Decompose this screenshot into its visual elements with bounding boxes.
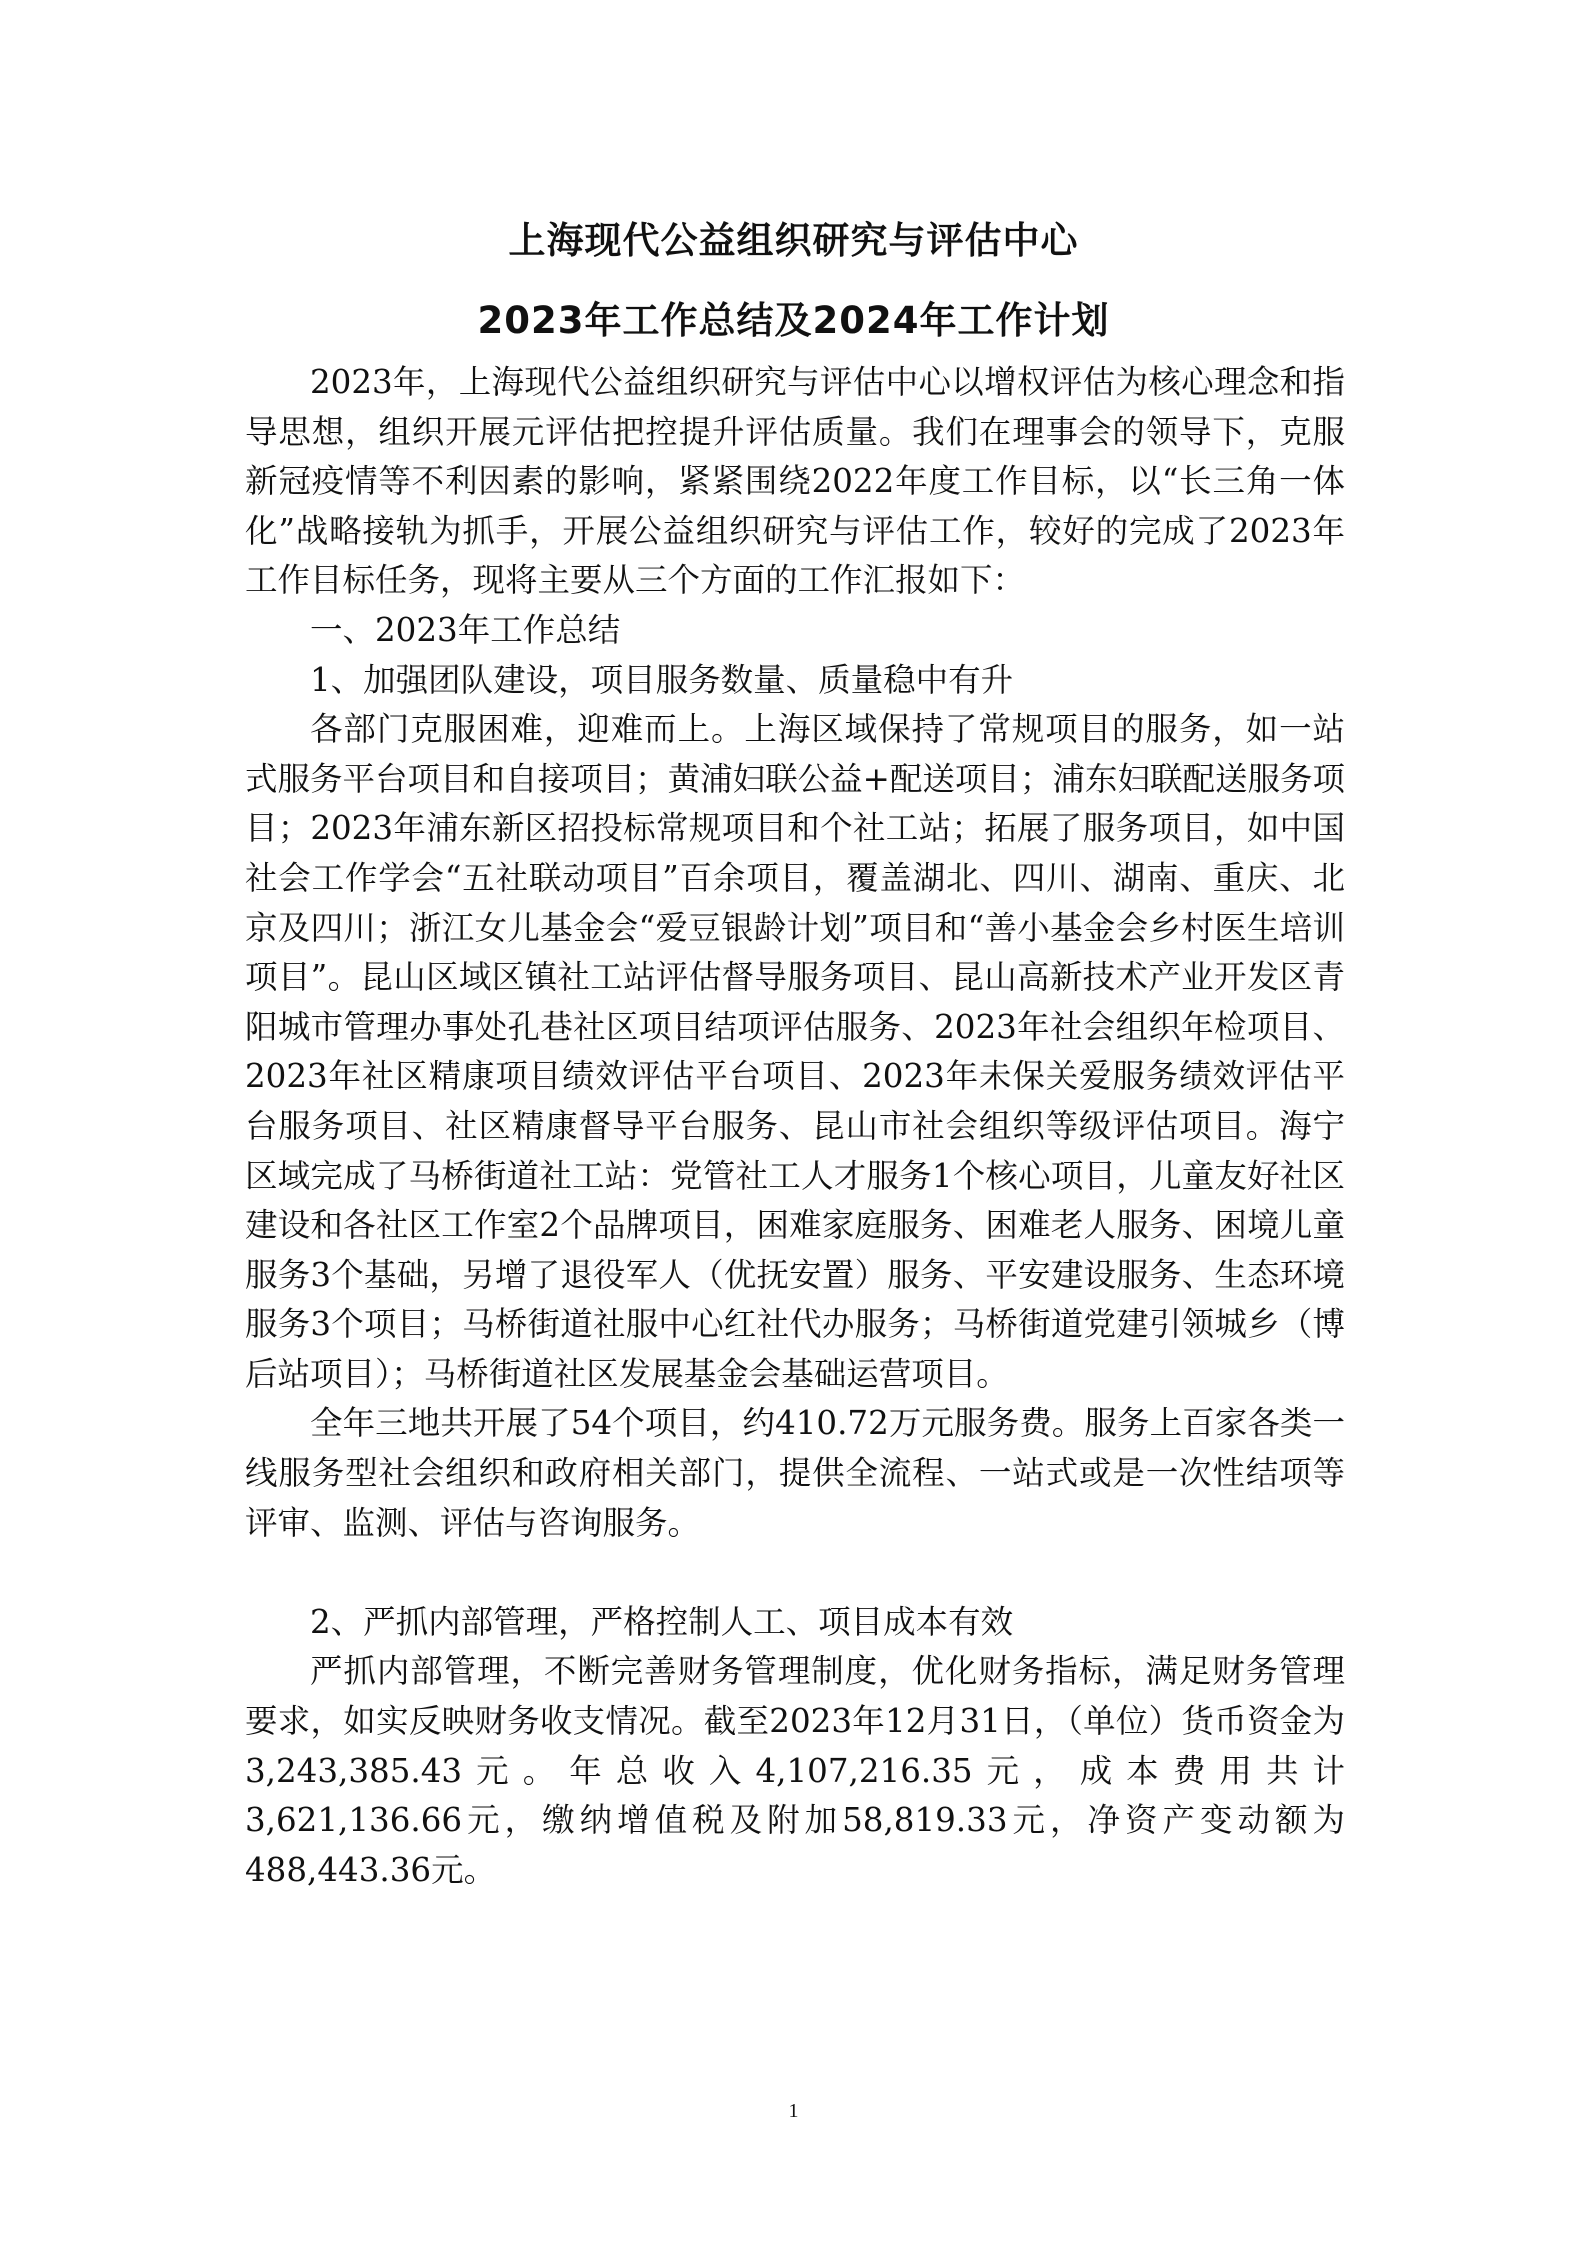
document-body [245, 358, 1345, 1895]
section-heading-summary: 一、2023年工作总结 [310, 610, 621, 649]
team-paragraph: 各部门克服困难，迎难而上。上海区域保持了常规项目的服务，如一站式服务平台项目和自接项目；黄浦妇联公益+配送项目；浦东妇联配送服务项目；2023年浦东新区招投标常规项目和个社工站；拓展了服务项目，如中国社会工作学会“五社联动项目”百余项目，覆盖湖北、四川、湖南、重庆、北京及四川；浙江女儿基金会“爱豆银龄计划”项目和“善小基金会乡村医生培训项目”。昆山区域区镇社工站评估督导服务项目、昆山高新技术产业开发区青阳城市管理办事处孔巷社区项目结项评估服务、2023年社会组织年检项目、2023年社区精康项目绩效评估平台项目、2023年未保关爱服务绩效评估平台服务项目、社区精康督导平台服务、昆山市社会组织等级评估项目。海宁区域完成了马桥街道社工站：党管社工人才服务1个核心项目，儿童友好社区建设和各社区工作室2个品牌项目，困难家庭服务、困难老人服务、困境儿童服务3个基础，另增了退役军人（优抚安置）服务、平安建设服务、生态环境服务3个项目；马桥街道社服中心红社代办服务；马桥街道党建引领城乡（博后站项目）；马桥街道社区发展基金会基础运营项目。 [245, 710, 1345, 1393]
intro-paragraph: 2023年，上海现代公益组织研究与评估中心以增权评估为核心理念和指导思想，组织开展元评估把控提升评估质量。我们在理事会的领导下，克服新冠疫情等不利因素的影响，紧紧围绕2022年度工作目标，以“长三角一体化”战略接轨为抓手，开展公益组织研究与评估工作，较好的完成了2023年工作目标任务，现将主要从三个方面的工作汇报如下： [245, 363, 1345, 600]
subsection-heading-team: 1、加强团队建设，项目服务数量、质量稳中有升 [310, 660, 1014, 699]
subsection-heading-management: 2、严抓内部管理，严格控制人工、项目成本有效 [310, 1602, 1014, 1641]
document-title: 上海现代公益组织研究与评估中心 [508, 219, 1079, 262]
projects-total-paragraph: 全年三地共开展了54个项目，约410.72万元服务费。服务上百家各类一线服务型社会组织和政府相关部门，提供全流程、一站式或是一次性结项等评审、监测、评估与咨询服务。 [245, 1404, 1345, 1542]
document-subtitle: 2023年工作总结及2024年工作计划 [477, 299, 1110, 342]
page-number: 1 [788, 2100, 799, 2122]
finance-paragraph: 严抓内部管理，不断完善财务管理制度，优化财务指标，满足财务管理要求，如实反映财务收支情况。截至2023年12月31日，（单位）货币资金为3,243,385.43元。年总收入4,107,216.35元，成本费用共计3,621,136.66元，缴纳增值税及附加58,819.33元，净资产变动额为488,443.36元。 [245, 1652, 1345, 1889]
